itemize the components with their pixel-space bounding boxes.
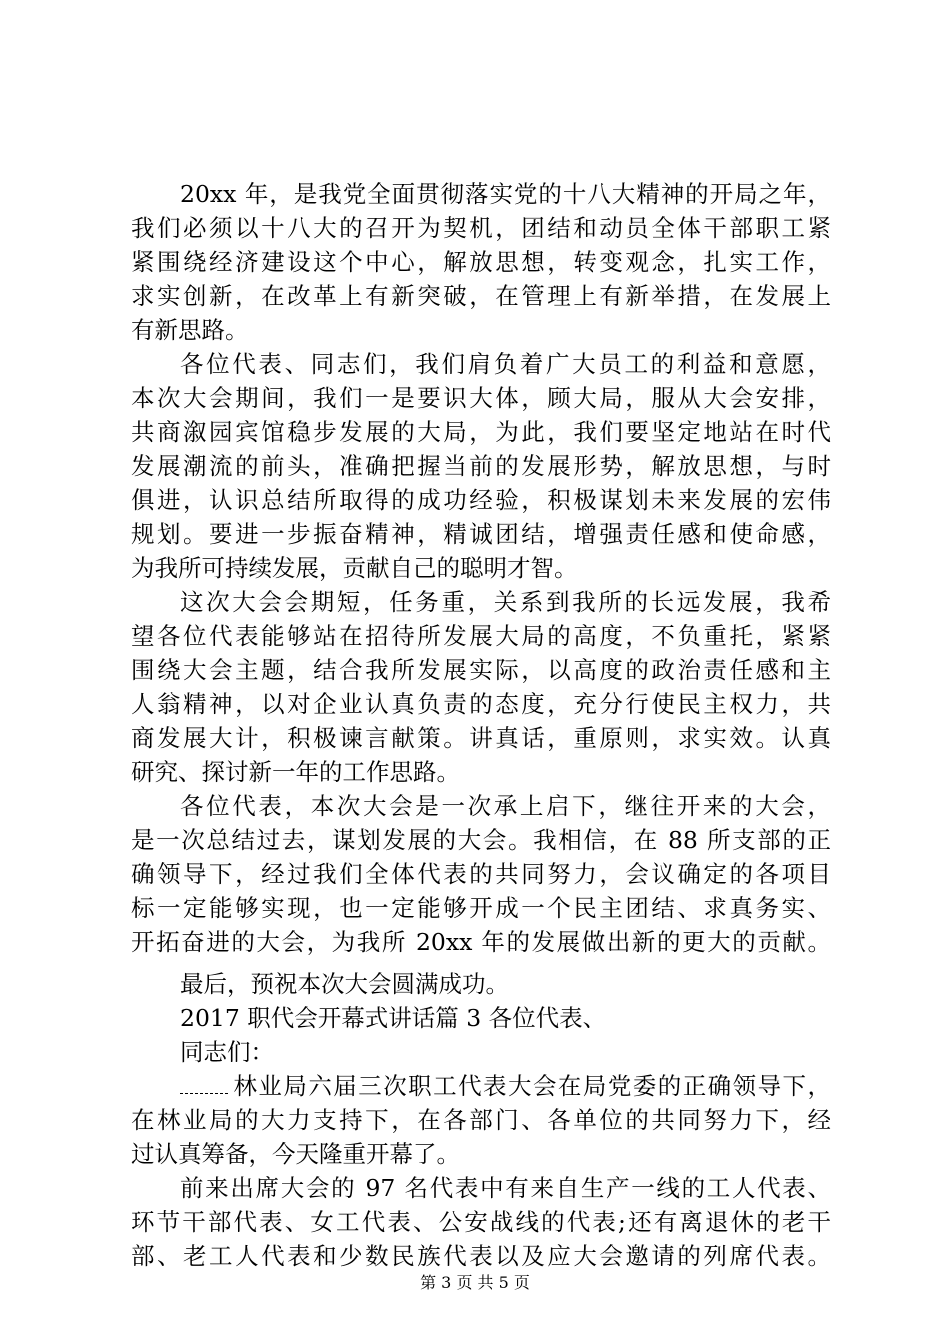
greeting-line: 同志们： [180,1038,274,1066]
paragraph-4-line-4: 标一定能够实现，也一定能够开成一个民主团结、求真务实、 [131,894,831,922]
paragraph-4-line-2: 是一次总结过去，谋划发展的大会。我相信，在 88 所支部的正 [131,826,831,854]
paragraph-2-line-1: 各位代表、同志们，我们肩负着广大员工的利益和意愿， [180,350,831,378]
paragraph-3-line-2: 望各位代表能够站在招待所发展大局的高度，不负重托，紧紧 [131,622,831,650]
paragraph-6-line-1 [180,1069,831,1103]
paragraph-2-line-4: 发展潮流的前头，准确把握当前的发展形势，解放思想，与时 [131,452,831,480]
paragraph-2-line-7: 为我所可持续发展，贡献自己的聪明才智。 [131,554,578,582]
paragraph-6-line-2: 在林业局的大力支持下，在各部门、各单位的共同努力下，经 [131,1106,831,1134]
paragraph-4-line-1: 各位代表，本次大会是一次承上启下，继往开来的大会， [180,792,831,820]
paragraph-3-line-4: 人翁精神，以对企业认真负责的态度，充分行使民主权力，共 [131,690,831,718]
paragraph-3-line-5: 商发展大计，积极谏言献策。讲真话，重原则，求实效。认真 [131,724,831,752]
paragraph-2-line-6: 规划。要进一步振奋精神，精诚团结，增强责任感和使命感， [131,520,831,548]
page-footer: 第 3 页 共 5 页 [420,1273,530,1292]
blank-underline [180,1071,228,1094]
paragraph-3-line-1: 这次大会会期短，任务重，关系到我所的长远发展，我希 [180,588,831,616]
paragraph-6-line-1-text: 林业局六届三次职工代表大会在局党委的正确领导下， [232,1072,831,1100]
paragraph-1-line-4: 求实创新，在改革上有新突破，在管理上有新举措，在发展上 [131,282,831,310]
paragraph-2-line-3: 共商溆园宾馆稳步发展的大局，为此，我们要坚定地站在时代 [131,418,831,446]
paragraph-2-line-5: 俱进，认识总结所取得的成功经验，积极谋划未来发展的宏伟 [131,486,831,514]
paragraph-3-line-3: 围绕大会主题，结合我所发展实际，以高度的政治责任感和主 [131,656,831,684]
paragraph-4-line-3: 确领导下，经过我们全体代表的共同努力，会议确定的各项目 [131,860,831,888]
paragraph-1-line-2: 我们必须以十八大的召开为契机，团结和动员全体干部职工紧 [131,214,831,242]
next-speech-heading: 2017 职代会开幕式讲话篇 3 各位代表、 [180,1004,607,1032]
paragraph-2-line-2: 本次大会期间，我们一是要识大体，顾大局，服从大会安排， [131,384,831,412]
paragraph-4-line-5: 开拓奋进的大会，为我所 20xx 年的发展做出新的更大的贡献。 [131,928,831,956]
paragraph-1-line-3: 紧围绕经济建设这个中心，解放思想，转变观念，扎实工作， [131,248,831,276]
paragraph-7-line-2: 环节干部代表、女工代表、公安战线的代表;还有离退休的老干 [131,1208,831,1236]
paragraph-1-line-1: 20xx 年，是我党全面贯彻落实党的十八大精神的开局之年， [180,180,831,208]
paragraph-1-line-5: 有新思路。 [131,316,249,344]
paragraph-6-line-3: 过认真筹备，今天隆重开幕了。 [131,1140,460,1168]
paragraph-7-line-3: 部、老工人代表和少数民族代表以及应大会邀请的列席代表。 [131,1242,831,1270]
paragraph-3-line-6: 研究、探讨新一年的工作思路。 [131,758,460,786]
paragraph-7-line-1: 前来出席大会的 97 名代表中有来自生产一线的工人代表、 [180,1174,831,1202]
closing-line: 最后，预祝本次大会圆满成功。 [180,970,509,998]
